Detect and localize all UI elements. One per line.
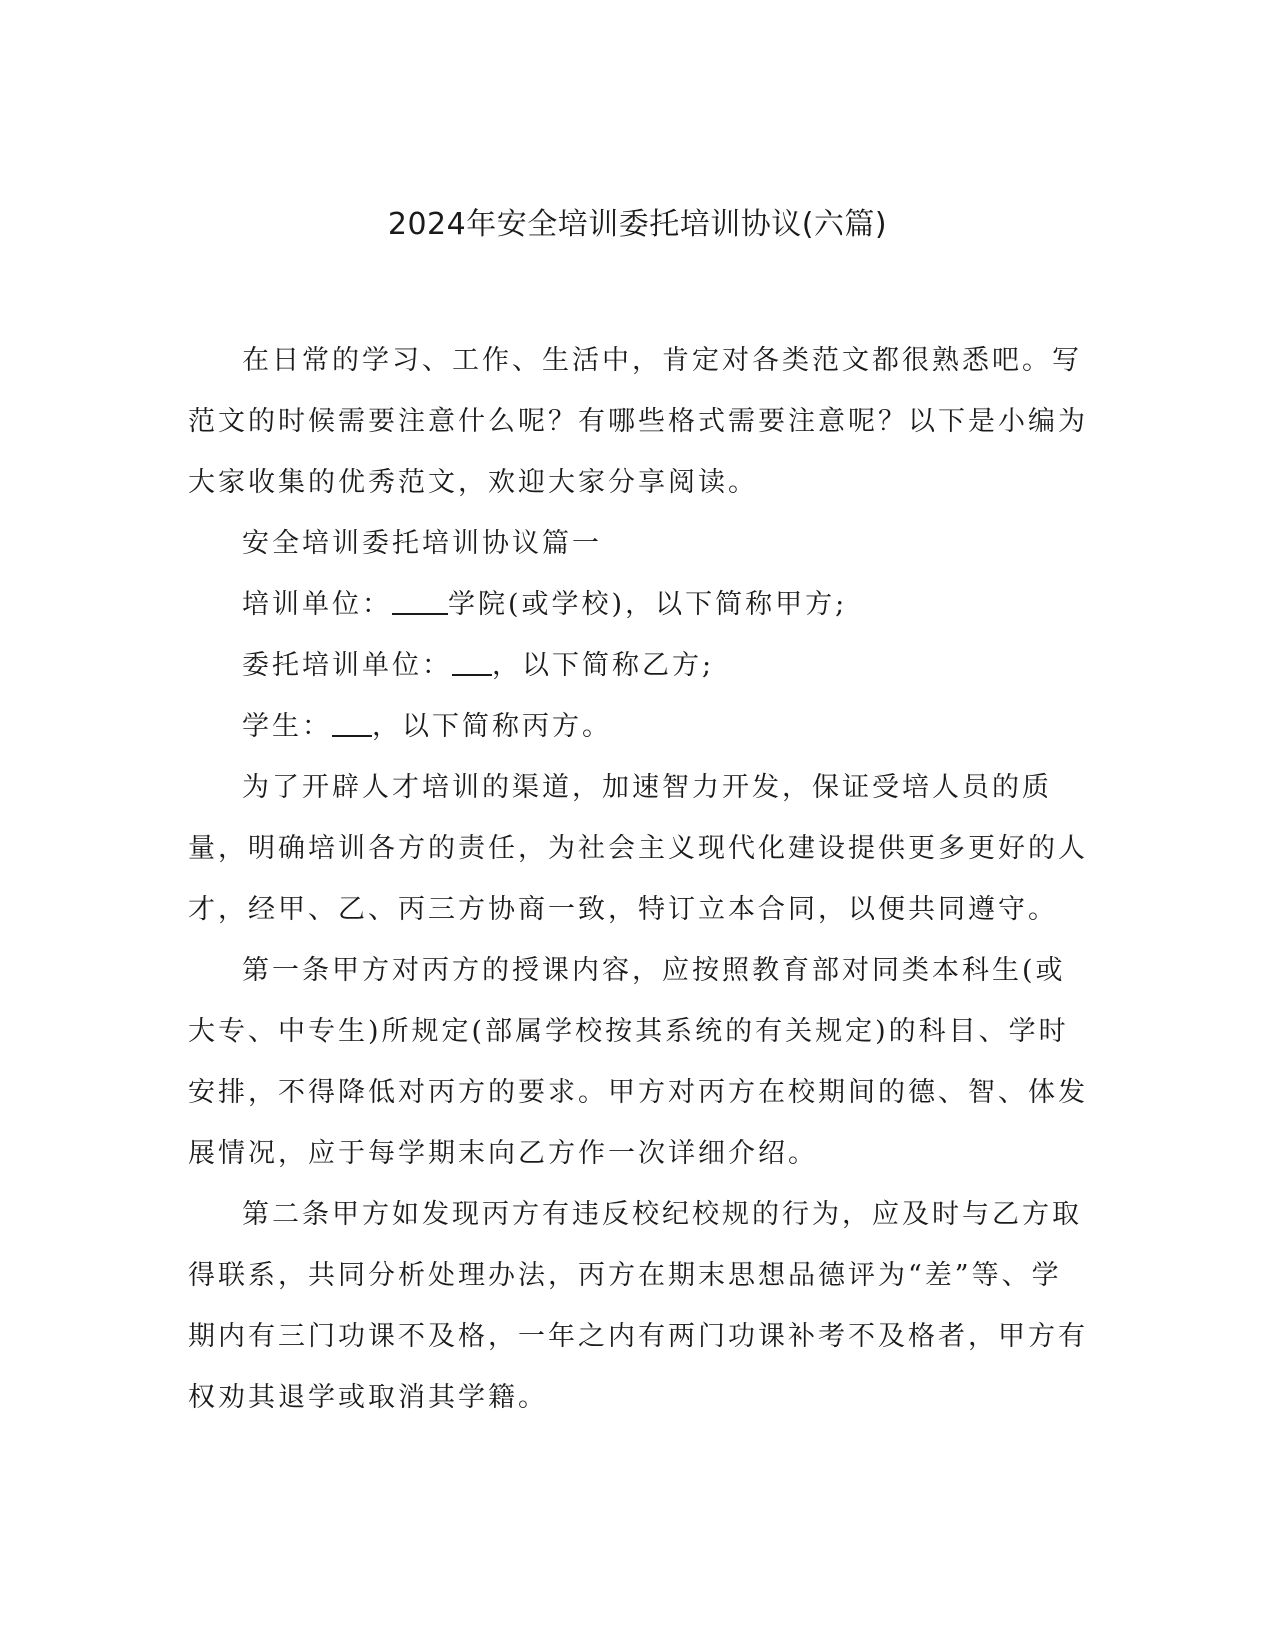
party-b-line (188, 635, 1088, 696)
section-heading: 安全培训委托培训协议篇一 (242, 528, 602, 559)
purpose-paragraph: 为了开辟人才培训的渠道，加速智力开发，保证受培人员的质量，明确培训各方的责任，为社会主义现代化建设提供更多更好的人才，经甲、乙、丙三方协商一致，特订立本合同，以便共同遵守。 (188, 772, 1088, 925)
party-a-label: 培训单位： (242, 589, 392, 620)
party-b-suffix: ，以下简称乙方; (492, 650, 715, 681)
document-body (188, 330, 1088, 1428)
article-2-paragraph: 第二条甲方如发现丙方有违反校纪校规的行为，应及时与乙方取得联系，共同分析处理办法，丙方在期末思想品德评为“差”等、学期内有三门功课不及格，一年之内有两门功课补考不及格者，甲方有权劝其退学或取消其学籍。 (188, 1199, 1088, 1413)
party-c-line (188, 696, 1088, 757)
page-title: 2024年安全培训委托培训协议(六篇) (387, 207, 888, 242)
party-b-blank (452, 650, 492, 676)
party-a-suffix: 学院(或学校)，以下简称甲方; (448, 589, 848, 620)
article-1-paragraph: 第一条甲方对丙方的授课内容，应按照教育部对同类本科生(或大专、中专生)所规定(部属学校按其系统的有关规定)的科目、学时安排，不得降低对丙方的要求。甲方对丙方在校期间的德、智、体发展情况，应于每学期末向乙方作一次详细介绍。 (188, 955, 1088, 1169)
party-c-blank (332, 711, 372, 737)
party-a-blank (392, 589, 448, 615)
party-c-suffix: ，以下简称丙方。 (372, 711, 612, 742)
party-c-label: 学生： (242, 711, 332, 742)
intro-paragraph: 在日常的学习、工作、生活中，肯定对各类范文都很熟悉吧。写范文的时候需要注意什么呢？有哪些格式需要注意呢？以下是小编为大家收集的优秀范文，欢迎大家分享阅读。 (188, 345, 1088, 498)
party-b-label: 委托培训单位： (242, 650, 452, 681)
party-a-line (188, 574, 1088, 635)
